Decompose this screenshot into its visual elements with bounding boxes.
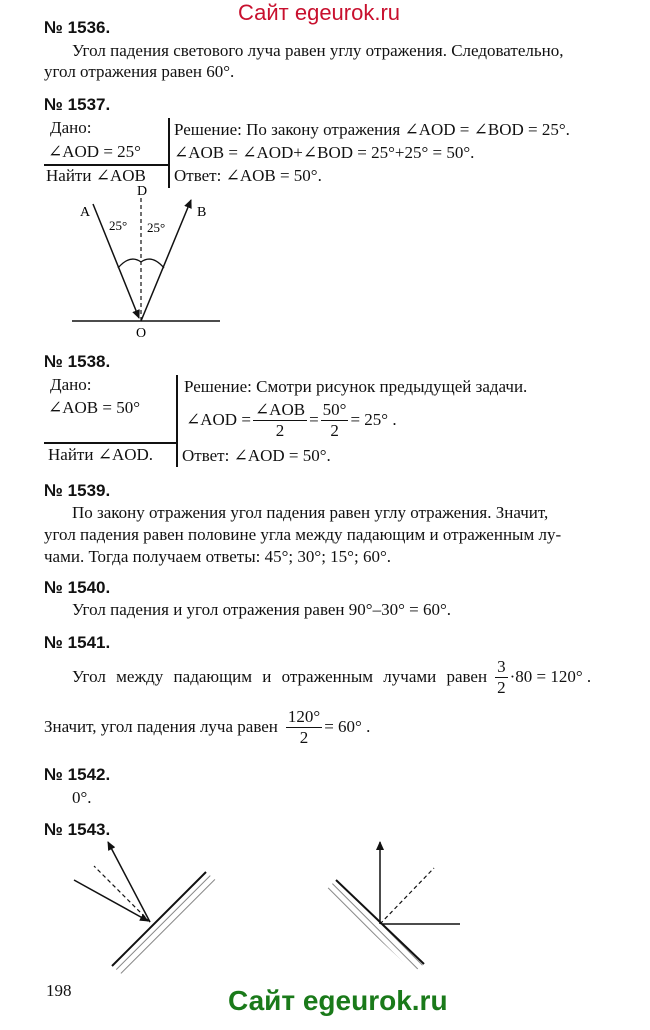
reflected-ray	[141, 200, 191, 321]
problem-number-1541: № 1541.	[44, 633, 111, 652]
given-label: Дано:	[50, 118, 92, 137]
equation-line	[72, 654, 591, 700]
find-label: Найти ∠AOD.	[48, 445, 154, 464]
problem-number-1542: № 1542.	[44, 765, 111, 784]
normal-line	[380, 868, 434, 924]
angle-label-left: 25°	[109, 218, 128, 233]
text-line: угол падения равен половине угла между падающим и отраженным лу-	[44, 525, 562, 544]
find-label: Найти ∠AOB	[46, 166, 146, 185]
problem-number-1536: № 1536.	[44, 18, 111, 37]
fraction-denominator: 2	[330, 420, 339, 440]
text-line: По закону отражения угол падения равен углу отражения. Значит,	[72, 503, 549, 522]
angle-label-right: 25°	[147, 220, 166, 235]
equation-line	[44, 704, 370, 750]
reflection-figure-1537	[60, 182, 240, 342]
fraction-numerator: 50°	[322, 399, 347, 419]
text-line: Значит, угол падения луча равен	[44, 717, 278, 736]
given-value: ∠AOB = 50°	[48, 398, 141, 417]
fraction	[321, 400, 349, 441]
problem-number-1543: № 1543.	[44, 820, 111, 839]
equation-part: ·80 = 120° .	[509, 667, 592, 686]
fraction	[495, 657, 508, 698]
equation	[186, 398, 397, 442]
site-watermark-bottom: Сайт egeurok.ru	[228, 985, 448, 1016]
text-line: Угол падения и угол отражения равен 90°–30° = 60°.	[72, 600, 451, 619]
text-line: угол отражения равен 60°.	[44, 62, 235, 81]
angle-arc-left	[118, 259, 141, 268]
text-line: 0°.	[72, 788, 92, 807]
solution-line: Решение: По закону отражения ∠AOD = ∠BOD = 25°.	[174, 120, 570, 139]
fraction-denominator: 2	[275, 420, 285, 440]
fraction-denominator: 2	[299, 727, 309, 747]
label-D: D	[137, 184, 148, 199]
answer-line: Ответ: ∠AOD = 50°.	[182, 446, 331, 465]
angle-arc-right	[141, 259, 164, 268]
fraction	[253, 400, 307, 441]
given-label: Дано:	[50, 375, 92, 394]
incident-ray	[74, 880, 148, 921]
fraction-numerator: 120°	[287, 706, 321, 726]
given-value: ∠AOD = 25°	[48, 142, 141, 161]
problem-number-1538: № 1538.	[44, 352, 111, 371]
normal-line	[94, 866, 150, 922]
fraction-denominator: 2	[497, 677, 506, 697]
mirror-figure-1543-right	[318, 836, 478, 976]
given-divider	[44, 442, 176, 444]
mirror-hatching	[112, 872, 218, 976]
label-A: A	[80, 205, 91, 220]
equation-part: = 60° .	[324, 717, 371, 736]
mirror-surface	[112, 872, 206, 966]
problem-number-1540: № 1540.	[44, 578, 111, 597]
solution-line: ∠AOB = ∠AOD+∠BOD = 25°+25° = 50°.	[174, 143, 475, 162]
mirror-figure-1543-left	[60, 830, 260, 980]
problem-number-1537: № 1537.	[44, 95, 111, 114]
equation-part: =	[309, 410, 319, 429]
given-vertical-divider	[168, 118, 170, 188]
label-O: O	[136, 326, 147, 341]
answer-line: Ответ: ∠AOB = 50°.	[174, 166, 322, 185]
given-vertical-divider	[176, 375, 178, 467]
solution-line: Решение: Смотри рисунок предыдущей задачи.	[184, 377, 528, 396]
site-watermark-top: Сайт egeurok.ru	[238, 0, 401, 25]
text-line: Угол между падающим и отраженным лучами равен	[72, 667, 488, 686]
problem-number-1539: № 1539.	[44, 481, 111, 500]
equation-part: ∠AOD =	[186, 410, 251, 429]
label-B: B	[197, 205, 207, 220]
fraction-numerator: 3	[497, 656, 506, 676]
text-line: чами. Тогда получаем ответы: 45°; 30°; 15°; 60°.	[44, 547, 391, 566]
fraction-numerator: ∠AOB	[254, 399, 306, 419]
page-number: 198	[46, 981, 72, 1000]
equation-part: = 25° .	[350, 410, 397, 429]
fraction	[286, 707, 322, 748]
text-line: Угол падения светового луча равен углу отражения. Следовательно,	[72, 41, 564, 60]
